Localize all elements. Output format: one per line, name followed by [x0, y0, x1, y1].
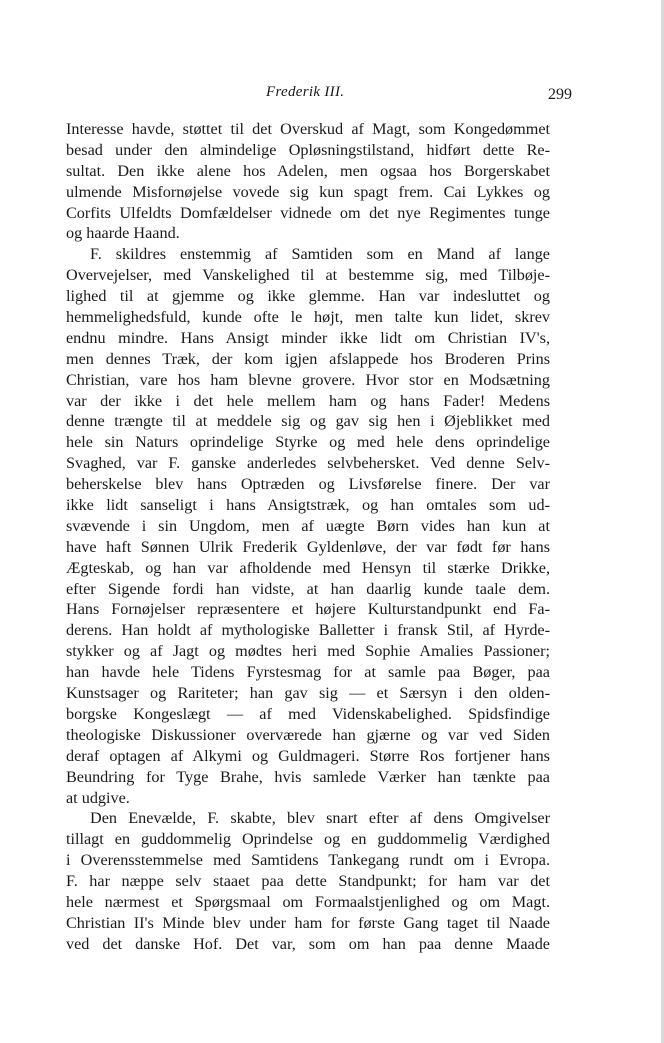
- text-line: Kunstsager og Rariteter; han gav sig — et Særsyn i den olden-: [66, 684, 550, 703]
- text-line: theologiske Diskussioner overværede han gjærne og var ved Siden: [66, 725, 550, 744]
- text-line: tillagt en guddommelig Oprindelse og en guddommelig Værdighed: [66, 830, 550, 849]
- text-line: endnu mindre. Hans Ansigt minder ikke lidt om Christian IV's,: [66, 328, 550, 347]
- text-line: sultat. Den ikke alene hos Adelen, men ogsaa hos Borgerskabet: [66, 161, 550, 180]
- running-title: Frederik III.: [266, 84, 345, 100]
- text-line: Corfits Ulfeldts Domfældelser vidnede om det nye Regimentes tunge: [66, 203, 550, 222]
- text-line: Beundring for Tyge Brahe, hvis samlede Værker han tænkte paa: [66, 767, 550, 786]
- text-line: efter Sigende fordi han vidste, at han daarlig kunde taale dem.: [66, 579, 550, 598]
- text-line: i Overensstemmelse med Samtidens Tankegang rundt om i Evropa.: [66, 851, 550, 870]
- text-line: derens. Han holdt af mythologiske Balletter i fransk Stil, af Hyrde-: [66, 621, 550, 640]
- text-line: og haarde Haand.: [66, 224, 180, 243]
- text-line: Hans Fornøjelser repræsentere et højere Kulturstandpunkt end Fa-: [66, 600, 550, 619]
- page-number: 299: [548, 86, 572, 103]
- text-line: Den Enevælde, F. skabte, blev snart efter af dens Omgivelser: [90, 809, 550, 828]
- text-line: Overvejelser, med Vanskelighed til at bestemme sig, med Tilbøje-: [66, 266, 550, 285]
- body-text: [66, 119, 550, 955]
- text-line: hemmelighedsfuld, kunde ofte le højt, men talte kun lidet, skrev: [66, 308, 550, 327]
- text-line: hele nærmest et Spørgsmaal om Formaalstjenlighed og om Magt.: [66, 892, 550, 911]
- text-line: hele sin Naturs oprindelige Styrke og med hele dens oprindelige: [66, 433, 550, 452]
- text-line: Christian, vare hos ham blevne grovere. Hvor stor en Modsætning: [66, 370, 550, 389]
- text-line: beherskelse blev hans Optræden og Livsførelse finere. Der var: [66, 475, 550, 494]
- text-line: var der ikke i det hele mellem ham og hans Fader! Medens: [66, 391, 550, 410]
- text-line: F. skildres enstemmig af Samtiden som en Mand af lange: [90, 245, 550, 264]
- text-line: F. har næppe selv staaet paa dette Standpunkt; for ham var det: [66, 872, 550, 891]
- text-line: Ægteskab, og han var afholdende med Hensyn til stærke Drikke,: [66, 558, 550, 577]
- running-head: [0, 84, 664, 106]
- text-line: ikke lidt sanseligt i hans Ansigtstræk, og han omtales som ud-: [66, 496, 550, 515]
- text-line: stykker og af Jagt og mødtes heri med Sophie Amalies Passioner;: [66, 642, 550, 661]
- text-line: men dennes Træk, der kom igjen afslappede hos Broderen Prins: [66, 349, 550, 368]
- text-line: have haft Sønnen Ulrik Frederik Gyldenløve, der var født før hans: [66, 537, 550, 556]
- text-line: denne trængte til at meddele sig og gav sig hen i Øjeblikket med: [66, 412, 550, 431]
- text-line: deraf optagen af Alkymi og Guldmageri. Større Ros fortjener hans: [66, 746, 550, 765]
- text-line: lighed til at gjemme og ikke glemme. Han var indesluttet og: [66, 287, 550, 306]
- text-line: svævende i sin Ungdom, men af uægte Børn vides han kun at: [66, 516, 550, 535]
- text-line: Svaghed, var F. ganske anderledes selvbehersket. Ved denne Selv-: [66, 454, 550, 473]
- text-line: ved det danske Hof. Det var, som om han paa denne Maade: [66, 934, 550, 953]
- text-line: borgske Kongeslægt — af med Videnskabelighed. Spidsfindige: [66, 704, 550, 723]
- text-line: Interesse havde, støttet til det Overskud af Magt, som Kongedømmet: [66, 120, 550, 138]
- text-line: besad under den almindelige Opløsningstilstand, hidført dette Re-: [66, 140, 550, 159]
- text-line: at udgive.: [66, 788, 130, 807]
- text-line: ulmende Misfornøjelse vovede sig kun spagt frem. Cai Lykkes og: [66, 182, 550, 201]
- text-line: Christian II's Minde blev under ham for første Gang taget til Naade: [66, 913, 550, 932]
- text-line: han havde hele Tidens Fyrstesmag for at samle paa Bøger, paa: [66, 663, 550, 682]
